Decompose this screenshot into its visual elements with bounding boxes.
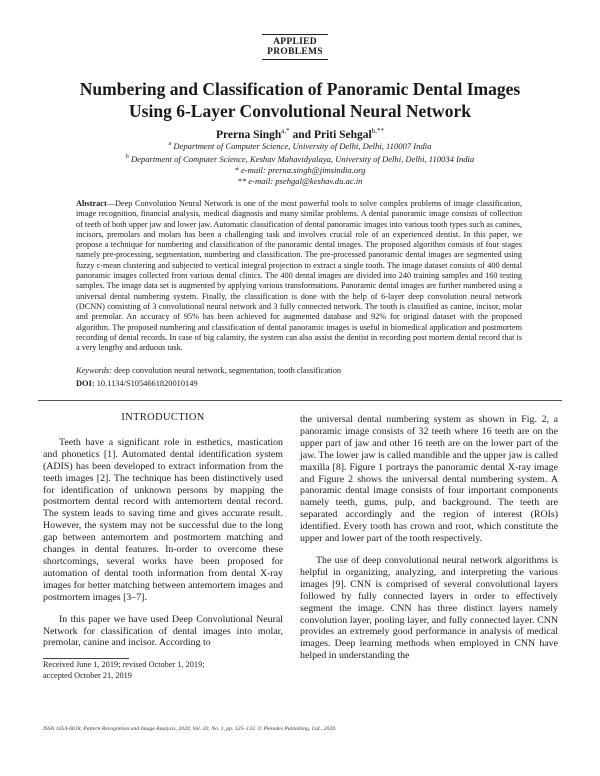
footnote-rule [43,658,129,659]
affiliation-b-mark: b [125,153,129,160]
doi-text: 10.1134/S1054661820010149 [96,379,198,388]
doi-label: DOI: [76,379,95,388]
intro-paragraph-1: Teeth have a significant role in esthetics, mastication and phonetics [1]. Automated dental identification system (ADIS) has been developed to extract information from the teeth images [2]. The technique has been distinctively used for identification of unknown persons by mapping the postmortem dental record with antemortem dental record. The system leads to saving time and gives accurate result. However, the system may not be successful due to the long gap between antemortem and postmortem matching and changes in dental features. In-order to overcome these shortcomings, several works have been proposed for automation of dental tooth information from dental X-ray images for better matching between antemortem images and postmortem images [3–7]. [43,436,283,603]
intro-paragraph-4: The use of deep convolutional neural network algorithms is helpful in organizing, analyzing, and interpreting the various images [9]. CNN is comprised of several convolutional layers followed by fully connected layers in order to effectively segment the image. CNN has three distinct layers namely convolution layer, pooling layer, and fully connected layer. CNN provides an extremely good performance in analysis of medical images. Deep learning methods when employed in CNN have helped in understanding the [300,554,558,662]
section-line-1: APPLIED [273,37,317,47]
title-line-2: Using 6-Layer Convolutional Neural Network [129,101,471,121]
column-left [43,412,283,649]
paper-title [40,78,560,122]
received-line-1: Received June 1, 2019; revised October 1, 2019; [43,660,205,669]
abstract [76,199,522,353]
journal-section-header [262,32,328,62]
page-footer: ISSN 1054-6618, Pattern Recognition and Image Analysis, 2020, Vol. 30, No. 1, pp. 125–133. © Pleiades Publishing, Ltd., 2020. [43,726,337,732]
keywords-label: Keywords: [76,366,112,375]
intro-paragraph-2: In this paper we have used Deep Convolutional Neural Network for classification of dental images into molar, premolar, canine and incisor. According to [43,613,283,649]
keywords-text: deep convolution neural network, segmentation, tooth classification [114,366,342,375]
affiliation-b [60,152,540,165]
author-1-name: Prerna Singh [215,128,282,141]
email-2: ** e-mail: psehgal@keshav.du.ac.in [237,175,363,186]
author-conjunction: and [292,128,312,141]
received-dates [43,660,283,681]
author-2-marks: b,** [371,127,385,135]
keywords [76,365,522,376]
header-rule-bottom [262,59,328,60]
affiliation-b-text: Department of Computer Science, Keshav Mahavidyalaya, University of Delhi, Delhi, 110034 India [130,153,475,164]
email-1: * e-mail: prerna.singh@jimsindia.org [234,164,366,175]
author-2-name: Priti Sehgal [313,128,372,141]
affiliation-a-mark: a [168,141,172,147]
author-1-marks: a,* [281,127,290,135]
section-line-2: PROBLEMS [267,47,323,57]
affiliation-a [60,139,540,152]
section-divider [38,400,562,401]
title-line-1: Numbering and Classification of Panoramic Dental Images [79,79,521,99]
column-right [300,414,558,662]
abstract-text: —Deep Convolution Neural Network is one of the most powerful tools to solve complex problems of image classification, image recognition, financial analysis, medical diagnosis and many similar problems. A dental panoramic image consists of collection of teeth of both upper jaw and lower jaw. Automatic classification of dental panoramic images into various tooth types such as canines, incisors, premolars and molars has been a challenging task and involves crucial role of an experienced dentist. In this paper, we propose a technique for numbering and classification of the panoramic dental images. The proposed algorithm consists of four stages namely pre-processing, segmentation, numbering and classification. The pre-processed panoramic dental images are segmented using fuzzy c-mean clustering and subjected to vertical integral projection to extract a single tooth. The image dataset consists of 400 dental panoramic images collected from various dental clinics. The 400 dental images are divided into 240 training samples and 160 testing samples. The image data set is augmented by applying various transformations. Panoramic dental images are further numbered using a universal dental numbering system. Finally, the classification is done with the help of 6-layer deep convolution neural network (DCNN) consisting of 3 convolutional neural network and 3 fully connected network. The tooth is classified as canine, incisor, molar and premolar. An accuracy of 95% has been achieved for augmented database and 92% for original dataset with the proposed algorithm. The proposed numbering and classification of dental panoramic images is useful in biomedical application and postmortem recording of dental records. In case of big calamity, the system can also assist the dentist in recording post mortem dental record that is a very lengthy and arduous task. [76,199,522,353]
introduction-heading: INTRODUCTION [121,412,205,423]
intro-paragraph-3: the universal dental numbering system as shown in Fig. 2, a panoramic image consists of 32 teeth where 16 teeth are on the upper part of jaw and other 16 teeth are on the lower part of the jaw. The lower jaw is called mandible and the upper jaw is called maxilla [8]. Figure 1 portrays the panoramic dental X-ray image and Figure 2 shows the universal dental numbering system. A panoramic dental image consists of four important components namely teeth, gums, pulp, and background. The teeth are separated accordingly and the region of interest (ROIs) identified. Every tooth has crown and root, which constitute the upper and lower part of the tooth respectively. [300,414,558,545]
received-line-2: accepted October 21, 2019 [43,670,132,680]
doi [76,378,522,389]
affiliation-a-text: Department of Computer Science, University of Delhi, Delhi, 110007 India [173,140,432,151]
header-rule-top [262,34,328,35]
affiliations [60,139,540,187]
abstract-label: Abstract [76,199,107,208]
